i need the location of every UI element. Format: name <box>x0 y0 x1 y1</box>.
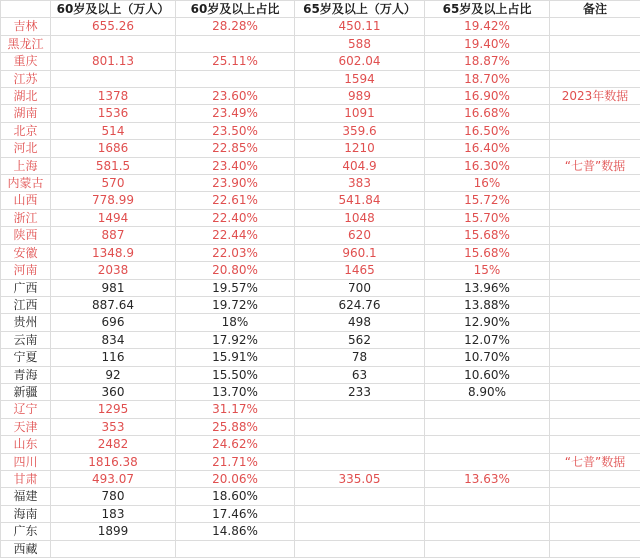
pct65-cell[interactable]: 13.63% <box>425 470 550 487</box>
table-row <box>1 296 640 313</box>
pct60-cell[interactable]: 23.90% <box>176 175 295 192</box>
pct60-cell[interactable]: 24.62% <box>176 436 295 453</box>
pct60-cell[interactable]: 21.71% <box>176 453 295 470</box>
pop60-cell[interactable]: 493.07 <box>51 470 176 487</box>
pop65-cell[interactable]: 541.84 <box>295 192 425 209</box>
province-cell[interactable]: 山东 <box>1 436 51 453</box>
province-cell[interactable]: 河北 <box>1 140 51 157</box>
pop65-cell[interactable]: 602.04 <box>295 53 425 70</box>
pct65-cell[interactable]: 15.70% <box>425 209 550 226</box>
province-cell[interactable]: 甘肃 <box>1 470 51 487</box>
header-65plus-population[interactable]: 65岁及以上（万人） <box>295 1 425 18</box>
pop60-cell[interactable] <box>51 540 176 557</box>
pop65-cell[interactable] <box>295 436 425 453</box>
pop65-cell[interactable]: 588 <box>295 35 425 52</box>
header-province-blank[interactable] <box>1 1 51 18</box>
pct65-cell[interactable] <box>425 418 550 435</box>
pop65-cell[interactable]: 1210 <box>295 140 425 157</box>
pct65-cell[interactable] <box>425 488 550 505</box>
pop65-cell[interactable]: 1091 <box>295 105 425 122</box>
province-cell[interactable]: 西藏 <box>1 540 51 557</box>
table-row <box>1 401 640 418</box>
pop65-cell[interactable]: 1465 <box>295 262 425 279</box>
table-row <box>1 53 640 70</box>
pop65-cell[interactable]: 233 <box>295 383 425 400</box>
note-cell[interactable] <box>550 331 640 348</box>
pop65-cell[interactable]: 960.1 <box>295 244 425 261</box>
pct60-cell[interactable]: 25.88% <box>176 418 295 435</box>
pct60-cell[interactable]: 18.60% <box>176 488 295 505</box>
province-cell[interactable]: 浙江 <box>1 209 51 226</box>
pct65-cell[interactable]: 13.88% <box>425 296 550 313</box>
pop60-cell[interactable]: 834 <box>51 331 176 348</box>
pop65-cell[interactable]: 335.05 <box>295 470 425 487</box>
table-row <box>1 18 640 35</box>
note-cell[interactable] <box>550 122 640 139</box>
province-cell[interactable]: 湖南 <box>1 105 51 122</box>
note-cell[interactable] <box>550 262 640 279</box>
table-row <box>1 227 640 244</box>
pct65-cell[interactable]: 13.96% <box>425 279 550 296</box>
note-cell[interactable] <box>550 366 640 383</box>
table-row <box>1 244 640 261</box>
table-row <box>1 540 640 557</box>
pct60-cell[interactable]: 22.03% <box>176 244 295 261</box>
note-cell[interactable] <box>550 470 640 487</box>
pop65-cell[interactable]: 989 <box>295 88 425 105</box>
pct60-cell[interactable]: 19.72% <box>176 296 295 313</box>
pct60-cell[interactable]: 23.40% <box>176 157 295 174</box>
pop60-cell[interactable]: 183 <box>51 505 176 522</box>
pop60-cell[interactable]: 1536 <box>51 105 176 122</box>
header-65plus-percentage[interactable]: 65岁及以上占比 <box>425 1 550 18</box>
pop60-cell[interactable]: 778.99 <box>51 192 176 209</box>
province-cell[interactable]: 江西 <box>1 296 51 313</box>
pct65-cell[interactable]: 16.30% <box>425 157 550 174</box>
note-cell[interactable]: “七普”数据 <box>550 157 640 174</box>
pop60-cell[interactable]: 655.26 <box>51 18 176 35</box>
province-cell[interactable]: 上海 <box>1 157 51 174</box>
pop60-cell[interactable] <box>51 70 176 87</box>
pop60-cell[interactable]: 2482 <box>51 436 176 453</box>
table-row <box>1 279 640 296</box>
note-cell[interactable] <box>550 314 640 331</box>
table-row <box>1 349 640 366</box>
pct60-cell[interactable] <box>176 35 295 52</box>
province-cell[interactable]: 重庆 <box>1 53 51 70</box>
pop65-cell[interactable]: 78 <box>295 349 425 366</box>
table-row <box>1 523 640 540</box>
pct60-cell[interactable]: 15.91% <box>176 349 295 366</box>
pop60-cell[interactable]: 1348.9 <box>51 244 176 261</box>
pct65-cell[interactable]: 15.72% <box>425 192 550 209</box>
table-row <box>1 157 640 174</box>
table-row <box>1 383 640 400</box>
note-cell[interactable] <box>550 18 640 35</box>
province-cell[interactable]: 广西 <box>1 279 51 296</box>
header-60plus-population[interactable]: 60岁及以上（万人） <box>51 1 176 18</box>
pop65-cell[interactable] <box>295 488 425 505</box>
pop65-cell[interactable] <box>295 523 425 540</box>
pct65-cell[interactable]: 16.40% <box>425 140 550 157</box>
pop60-cell[interactable]: 887.64 <box>51 296 176 313</box>
table-row <box>1 453 640 470</box>
pop60-cell[interactable]: 1816.38 <box>51 453 176 470</box>
pct60-cell[interactable]: 17.92% <box>176 331 295 348</box>
note-cell[interactable] <box>550 349 640 366</box>
pct65-cell[interactable]: 18.70% <box>425 70 550 87</box>
pct60-cell[interactable]: 18% <box>176 314 295 331</box>
province-cell[interactable]: 北京 <box>1 122 51 139</box>
pct65-cell[interactable]: 18.87% <box>425 53 550 70</box>
pop65-cell[interactable]: 624.76 <box>295 296 425 313</box>
note-cell[interactable] <box>550 296 640 313</box>
table-row <box>1 192 640 209</box>
pop60-cell[interactable]: 353 <box>51 418 176 435</box>
pop65-cell[interactable]: 498 <box>295 314 425 331</box>
pop65-cell[interactable] <box>295 540 425 557</box>
table-row <box>1 314 640 331</box>
province-cell[interactable]: 新疆 <box>1 383 51 400</box>
pct60-cell[interactable]: 22.40% <box>176 209 295 226</box>
pop60-cell[interactable]: 1899 <box>51 523 176 540</box>
table-row <box>1 122 640 139</box>
note-cell[interactable] <box>550 244 640 261</box>
pop60-cell[interactable]: 780 <box>51 488 176 505</box>
pct60-cell[interactable] <box>176 540 295 557</box>
note-cell[interactable] <box>550 70 640 87</box>
pct65-cell[interactable]: 8.90% <box>425 383 550 400</box>
pop65-cell[interactable] <box>295 418 425 435</box>
pct65-cell[interactable]: 16.68% <box>425 105 550 122</box>
note-cell[interactable] <box>550 436 640 453</box>
pop65-cell[interactable]: 383 <box>295 175 425 192</box>
pop65-cell[interactable]: 562 <box>295 331 425 348</box>
table-row <box>1 35 640 52</box>
table-row <box>1 366 640 383</box>
pop65-cell[interactable] <box>295 401 425 418</box>
pct65-cell[interactable]: 12.90% <box>425 314 550 331</box>
note-cell[interactable] <box>550 192 640 209</box>
pop60-cell[interactable]: 1378 <box>51 88 176 105</box>
header-note[interactable]: 备注 <box>550 1 640 18</box>
pop60-cell[interactable]: 514 <box>51 122 176 139</box>
province-cell[interactable]: 湖北 <box>1 88 51 105</box>
pop60-cell[interactable]: 1295 <box>51 401 176 418</box>
pct65-cell[interactable]: 19.42% <box>425 18 550 35</box>
pct65-cell[interactable] <box>425 523 550 540</box>
pop60-cell[interactable]: 801.13 <box>51 53 176 70</box>
province-cell[interactable]: 江苏 <box>1 70 51 87</box>
table-row <box>1 105 640 122</box>
note-cell[interactable] <box>550 488 640 505</box>
table-row <box>1 505 640 522</box>
pct60-cell[interactable]: 13.70% <box>176 383 295 400</box>
province-cell[interactable]: 四川 <box>1 453 51 470</box>
pct65-cell[interactable] <box>425 453 550 470</box>
table-row <box>1 488 640 505</box>
pct65-cell[interactable]: 16% <box>425 175 550 192</box>
table-row <box>1 331 640 348</box>
table-row <box>1 262 640 279</box>
note-cell[interactable] <box>550 279 640 296</box>
pct65-cell[interactable]: 12.07% <box>425 331 550 348</box>
province-cell[interactable]: 辽宁 <box>1 401 51 418</box>
note-cell[interactable] <box>550 140 640 157</box>
pct60-cell[interactable]: 22.44% <box>176 227 295 244</box>
pct60-cell[interactable]: 23.60% <box>176 88 295 105</box>
province-cell[interactable]: 云南 <box>1 331 51 348</box>
note-cell[interactable] <box>550 35 640 52</box>
pop65-cell[interactable]: 450.11 <box>295 18 425 35</box>
header-60plus-percentage[interactable]: 60岁及以上占比 <box>176 1 295 18</box>
pop65-cell[interactable] <box>295 505 425 522</box>
pct65-cell[interactable] <box>425 436 550 453</box>
note-cell[interactable]: 2023年数据 <box>550 88 640 105</box>
table-row <box>1 88 640 105</box>
pop60-cell[interactable]: 116 <box>51 349 176 366</box>
pop60-cell[interactable]: 696 <box>51 314 176 331</box>
province-cell[interactable]: 青海 <box>1 366 51 383</box>
table-row <box>1 209 640 226</box>
pop60-cell[interactable] <box>51 35 176 52</box>
note-cell[interactable] <box>550 418 640 435</box>
table-row <box>1 470 640 487</box>
note-cell[interactable]: “七普”数据 <box>550 453 640 470</box>
pct60-cell[interactable]: 20.80% <box>176 262 295 279</box>
pop60-cell[interactable]: 981 <box>51 279 176 296</box>
province-cell[interactable]: 河南 <box>1 262 51 279</box>
table-body <box>1 18 640 558</box>
pop60-cell[interactable]: 92 <box>51 366 176 383</box>
pct65-cell[interactable] <box>425 540 550 557</box>
pct60-cell[interactable] <box>176 70 295 87</box>
pct60-cell[interactable]: 28.28% <box>176 18 295 35</box>
province-cell[interactable]: 黑龙江 <box>1 35 51 52</box>
pop60-cell[interactable]: 360 <box>51 383 176 400</box>
table-row <box>1 418 640 435</box>
pct60-cell[interactable]: 25.11% <box>176 53 295 70</box>
pop65-cell[interactable] <box>295 453 425 470</box>
pop65-cell[interactable]: 359.6 <box>295 122 425 139</box>
pop65-cell[interactable]: 620 <box>295 227 425 244</box>
note-cell[interactable] <box>550 383 640 400</box>
province-cell[interactable]: 天津 <box>1 418 51 435</box>
province-cell[interactable]: 山西 <box>1 192 51 209</box>
pct65-cell[interactable]: 16.50% <box>425 122 550 139</box>
pop60-cell[interactable]: 1494 <box>51 209 176 226</box>
note-cell[interactable] <box>550 227 640 244</box>
province-cell[interactable]: 吉林 <box>1 18 51 35</box>
province-cell[interactable]: 贵州 <box>1 314 51 331</box>
pct60-cell[interactable]: 31.17% <box>176 401 295 418</box>
pct65-cell[interactable] <box>425 505 550 522</box>
pct65-cell[interactable]: 19.40% <box>425 35 550 52</box>
pop65-cell[interactable]: 1594 <box>295 70 425 87</box>
pct60-cell[interactable]: 19.57% <box>176 279 295 296</box>
province-cell[interactable]: 福建 <box>1 488 51 505</box>
header-row <box>1 1 640 18</box>
pct60-cell[interactable]: 14.86% <box>176 523 295 540</box>
pct60-cell[interactable]: 15.50% <box>176 366 295 383</box>
note-cell[interactable] <box>550 105 640 122</box>
table-row <box>1 140 640 157</box>
pct60-cell[interactable]: 23.50% <box>176 122 295 139</box>
pct65-cell[interactable] <box>425 401 550 418</box>
province-cell[interactable]: 安徽 <box>1 244 51 261</box>
pct65-cell[interactable]: 10.60% <box>425 366 550 383</box>
pct65-cell[interactable]: 16.90% <box>425 88 550 105</box>
province-cell[interactable]: 宁夏 <box>1 349 51 366</box>
pop60-cell[interactable]: 1686 <box>51 140 176 157</box>
pop60-cell[interactable]: 2038 <box>51 262 176 279</box>
pop60-cell[interactable]: 581.5 <box>51 157 176 174</box>
note-cell[interactable] <box>550 175 640 192</box>
note-cell[interactable] <box>550 523 640 540</box>
pct60-cell[interactable]: 20.06% <box>176 470 295 487</box>
pop60-cell[interactable]: 570 <box>51 175 176 192</box>
province-cell[interactable]: 内蒙古 <box>1 175 51 192</box>
pop65-cell[interactable]: 700 <box>295 279 425 296</box>
pct60-cell[interactable]: 22.85% <box>176 140 295 157</box>
province-cell[interactable]: 海南 <box>1 505 51 522</box>
province-cell[interactable]: 广东 <box>1 523 51 540</box>
note-cell[interactable] <box>550 53 640 70</box>
pct65-cell[interactable]: 10.70% <box>425 349 550 366</box>
pop65-cell[interactable]: 404.9 <box>295 157 425 174</box>
pct65-cell[interactable]: 15.68% <box>425 244 550 261</box>
note-cell[interactable] <box>550 505 640 522</box>
province-cell[interactable]: 陕西 <box>1 227 51 244</box>
table-row <box>1 175 640 192</box>
pop60-cell[interactable]: 887 <box>51 227 176 244</box>
pop65-cell[interactable]: 63 <box>295 366 425 383</box>
pct60-cell[interactable]: 23.49% <box>176 105 295 122</box>
pop65-cell[interactable]: 1048 <box>295 209 425 226</box>
note-cell[interactable] <box>550 209 640 226</box>
table-row <box>1 436 640 453</box>
table-row <box>1 70 640 87</box>
pct60-cell[interactable]: 17.46% <box>176 505 295 522</box>
pct60-cell[interactable]: 22.61% <box>176 192 295 209</box>
pct65-cell[interactable]: 15.68% <box>425 227 550 244</box>
note-cell[interactable] <box>550 401 640 418</box>
pct65-cell[interactable]: 15% <box>425 262 550 279</box>
note-cell[interactable] <box>550 540 640 557</box>
